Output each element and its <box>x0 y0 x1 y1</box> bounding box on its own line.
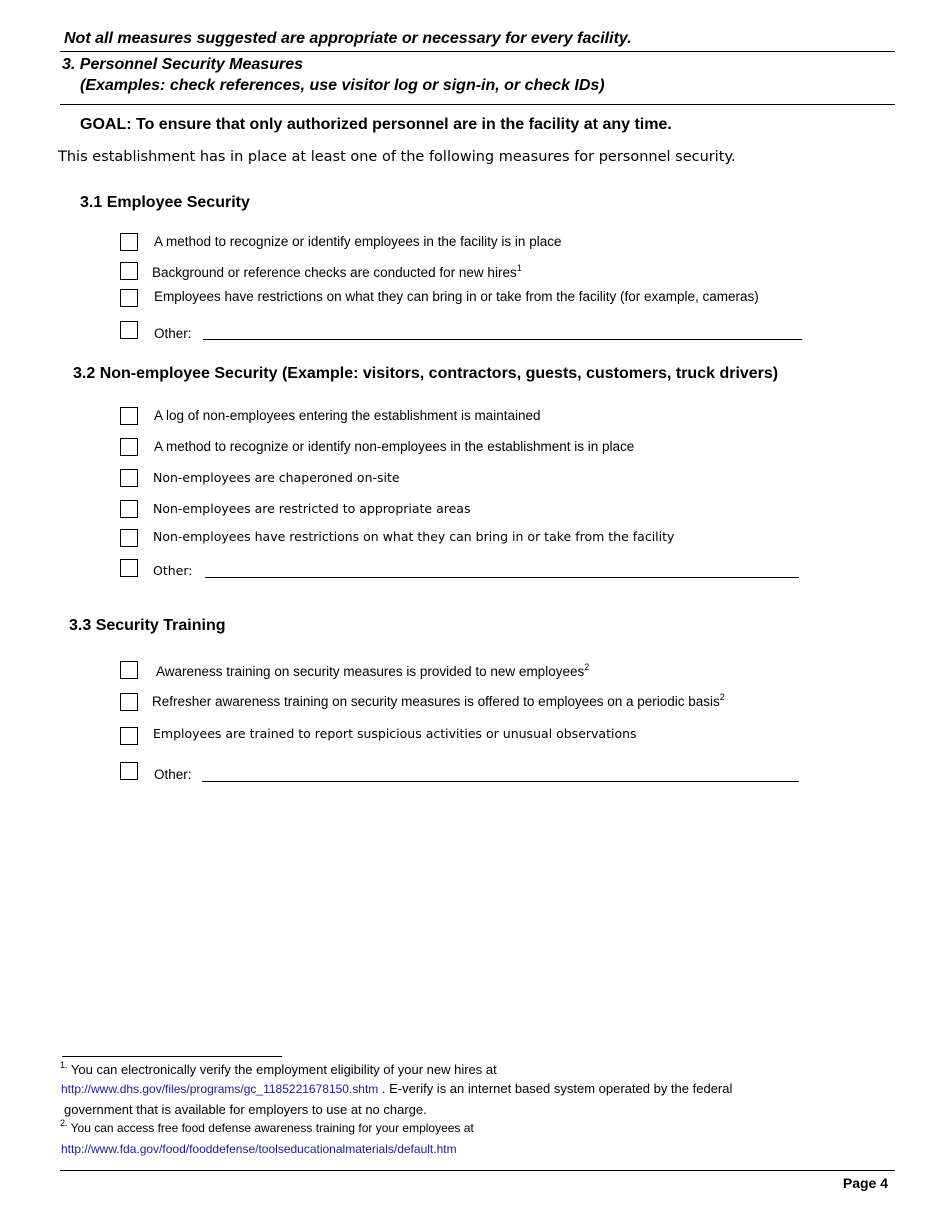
section-subtitle: (Examples: check references, use visitor log or sign-in, or check IDs) <box>80 77 605 94</box>
other-input-line[interactable] <box>205 577 799 578</box>
checkbox-awareness-training[interactable] <box>120 661 138 679</box>
checkbox-label: A method to recognize or identify non-employees in the establishment is in place <box>154 439 635 454</box>
footnote-1-line2: http://www.dhs.gov/files/programs/gc_1185221678150.shtm . E-verify is an internet based system operated by the federal <box>61 1081 733 1096</box>
checkbox-nonemployee-log[interactable] <box>120 407 138 425</box>
footnote-2: $^{2.}$ You can access free food defense awareness training for your employees at <box>60 1118 474 1135</box>
employee-security-heading: 3.1 Employee Security <box>80 194 250 211</box>
checkbox-employee-identify[interactable] <box>120 233 138 251</box>
checkbox-refresher-training[interactable] <box>120 693 138 711</box>
checkbox-employee-other[interactable] <box>120 321 138 339</box>
checkbox-label: Awareness training on security measures is provided to new employees$^2$ <box>156 662 590 679</box>
other-label: Other: <box>153 563 193 578</box>
footnote-marker: 1. <box>60 1060 68 1070</box>
notice-text: Not all measures suggested are appropriate or necessary for every facility. <box>64 30 632 47</box>
checkbox-report-suspicious[interactable] <box>120 727 138 745</box>
checkbox-label: Non-employees have restrictions on what they can bring in or take from the facility <box>153 529 675 544</box>
footer-divider <box>60 1170 895 1171</box>
other-input-line[interactable] <box>202 781 799 782</box>
footnote-1: $^{1.}$ You can electronically verify the employment eligibility of your new hires at <box>60 1060 497 1077</box>
footnote-marker: 2. <box>60 1118 68 1128</box>
checkbox-label: Non-employees are chaperoned on-site <box>153 470 400 485</box>
checkbox-background-checks[interactable] <box>120 262 138 280</box>
footnote-ref: 1 <box>516 263 522 273</box>
intro-text: This establishment has in place at least one of the following measures for personnel security. <box>58 149 736 165</box>
other-label: Other: <box>154 326 192 341</box>
checkbox-label: Employees are trained to report suspicious activities or unusual observations <box>153 726 637 741</box>
fda-link[interactable]: http://www.fda.gov/food/fooddefense/toolseducationalmaterials/default.htm <box>61 1142 457 1156</box>
checkbox-nonemployee-restricted-areas[interactable] <box>120 500 138 518</box>
divider <box>60 104 895 105</box>
checkbox-nonemployee-identify[interactable] <box>120 438 138 456</box>
divider <box>60 51 895 52</box>
checkbox-training-other[interactable] <box>120 762 138 780</box>
footnote-ref: 2 <box>584 662 590 672</box>
checkbox-label: Refresher awareness training on security measures is offered to employees on a periodic basis$^2$ <box>152 692 725 709</box>
page-number: Page 4 <box>842 1175 888 1191</box>
footnote-separator <box>62 1056 282 1057</box>
dhs-link[interactable]: http://www.dhs.gov/files/programs/gc_1185221678150.shtm <box>61 1082 379 1096</box>
checkbox-label: Background or reference checks are conducted for new hires$^1$ <box>152 263 522 280</box>
checkbox-label: Employees have restrictions on what they can bring in or take from the facility (for example, cameras) <box>154 289 759 304</box>
goal-text: GOAL: To ensure that only authorized personnel are in the facility at any time. <box>80 116 672 133</box>
nonemployee-security-heading: 3.2 Non-employee Security (Example: visitors, contractors, guests, customers, truck drivers) <box>73 365 779 382</box>
checkbox-label: A method to recognize or identify employees in the facility is in place <box>154 234 562 249</box>
other-input-line[interactable] <box>203 339 802 340</box>
security-training-heading: 3.3 Security Training <box>69 617 226 634</box>
footnote-ref: 2 <box>719 692 725 702</box>
checkbox-label: A log of non-employees entering the establishment is maintained <box>154 408 541 423</box>
footnote-1-line3: government that is available for employers to use at no charge. <box>64 1102 427 1117</box>
checkbox-nonemployee-other[interactable] <box>120 559 138 577</box>
section-title: 3. Personnel Security Measures <box>62 56 303 73</box>
checkbox-employee-restrictions[interactable] <box>120 289 138 307</box>
checkbox-nonemployee-chaperoned[interactable] <box>120 469 138 487</box>
checkbox-label: Non-employees are restricted to appropriate areas <box>153 501 471 516</box>
other-label: Other: <box>154 767 192 782</box>
checkbox-nonemployee-restrictions[interactable] <box>120 529 138 547</box>
